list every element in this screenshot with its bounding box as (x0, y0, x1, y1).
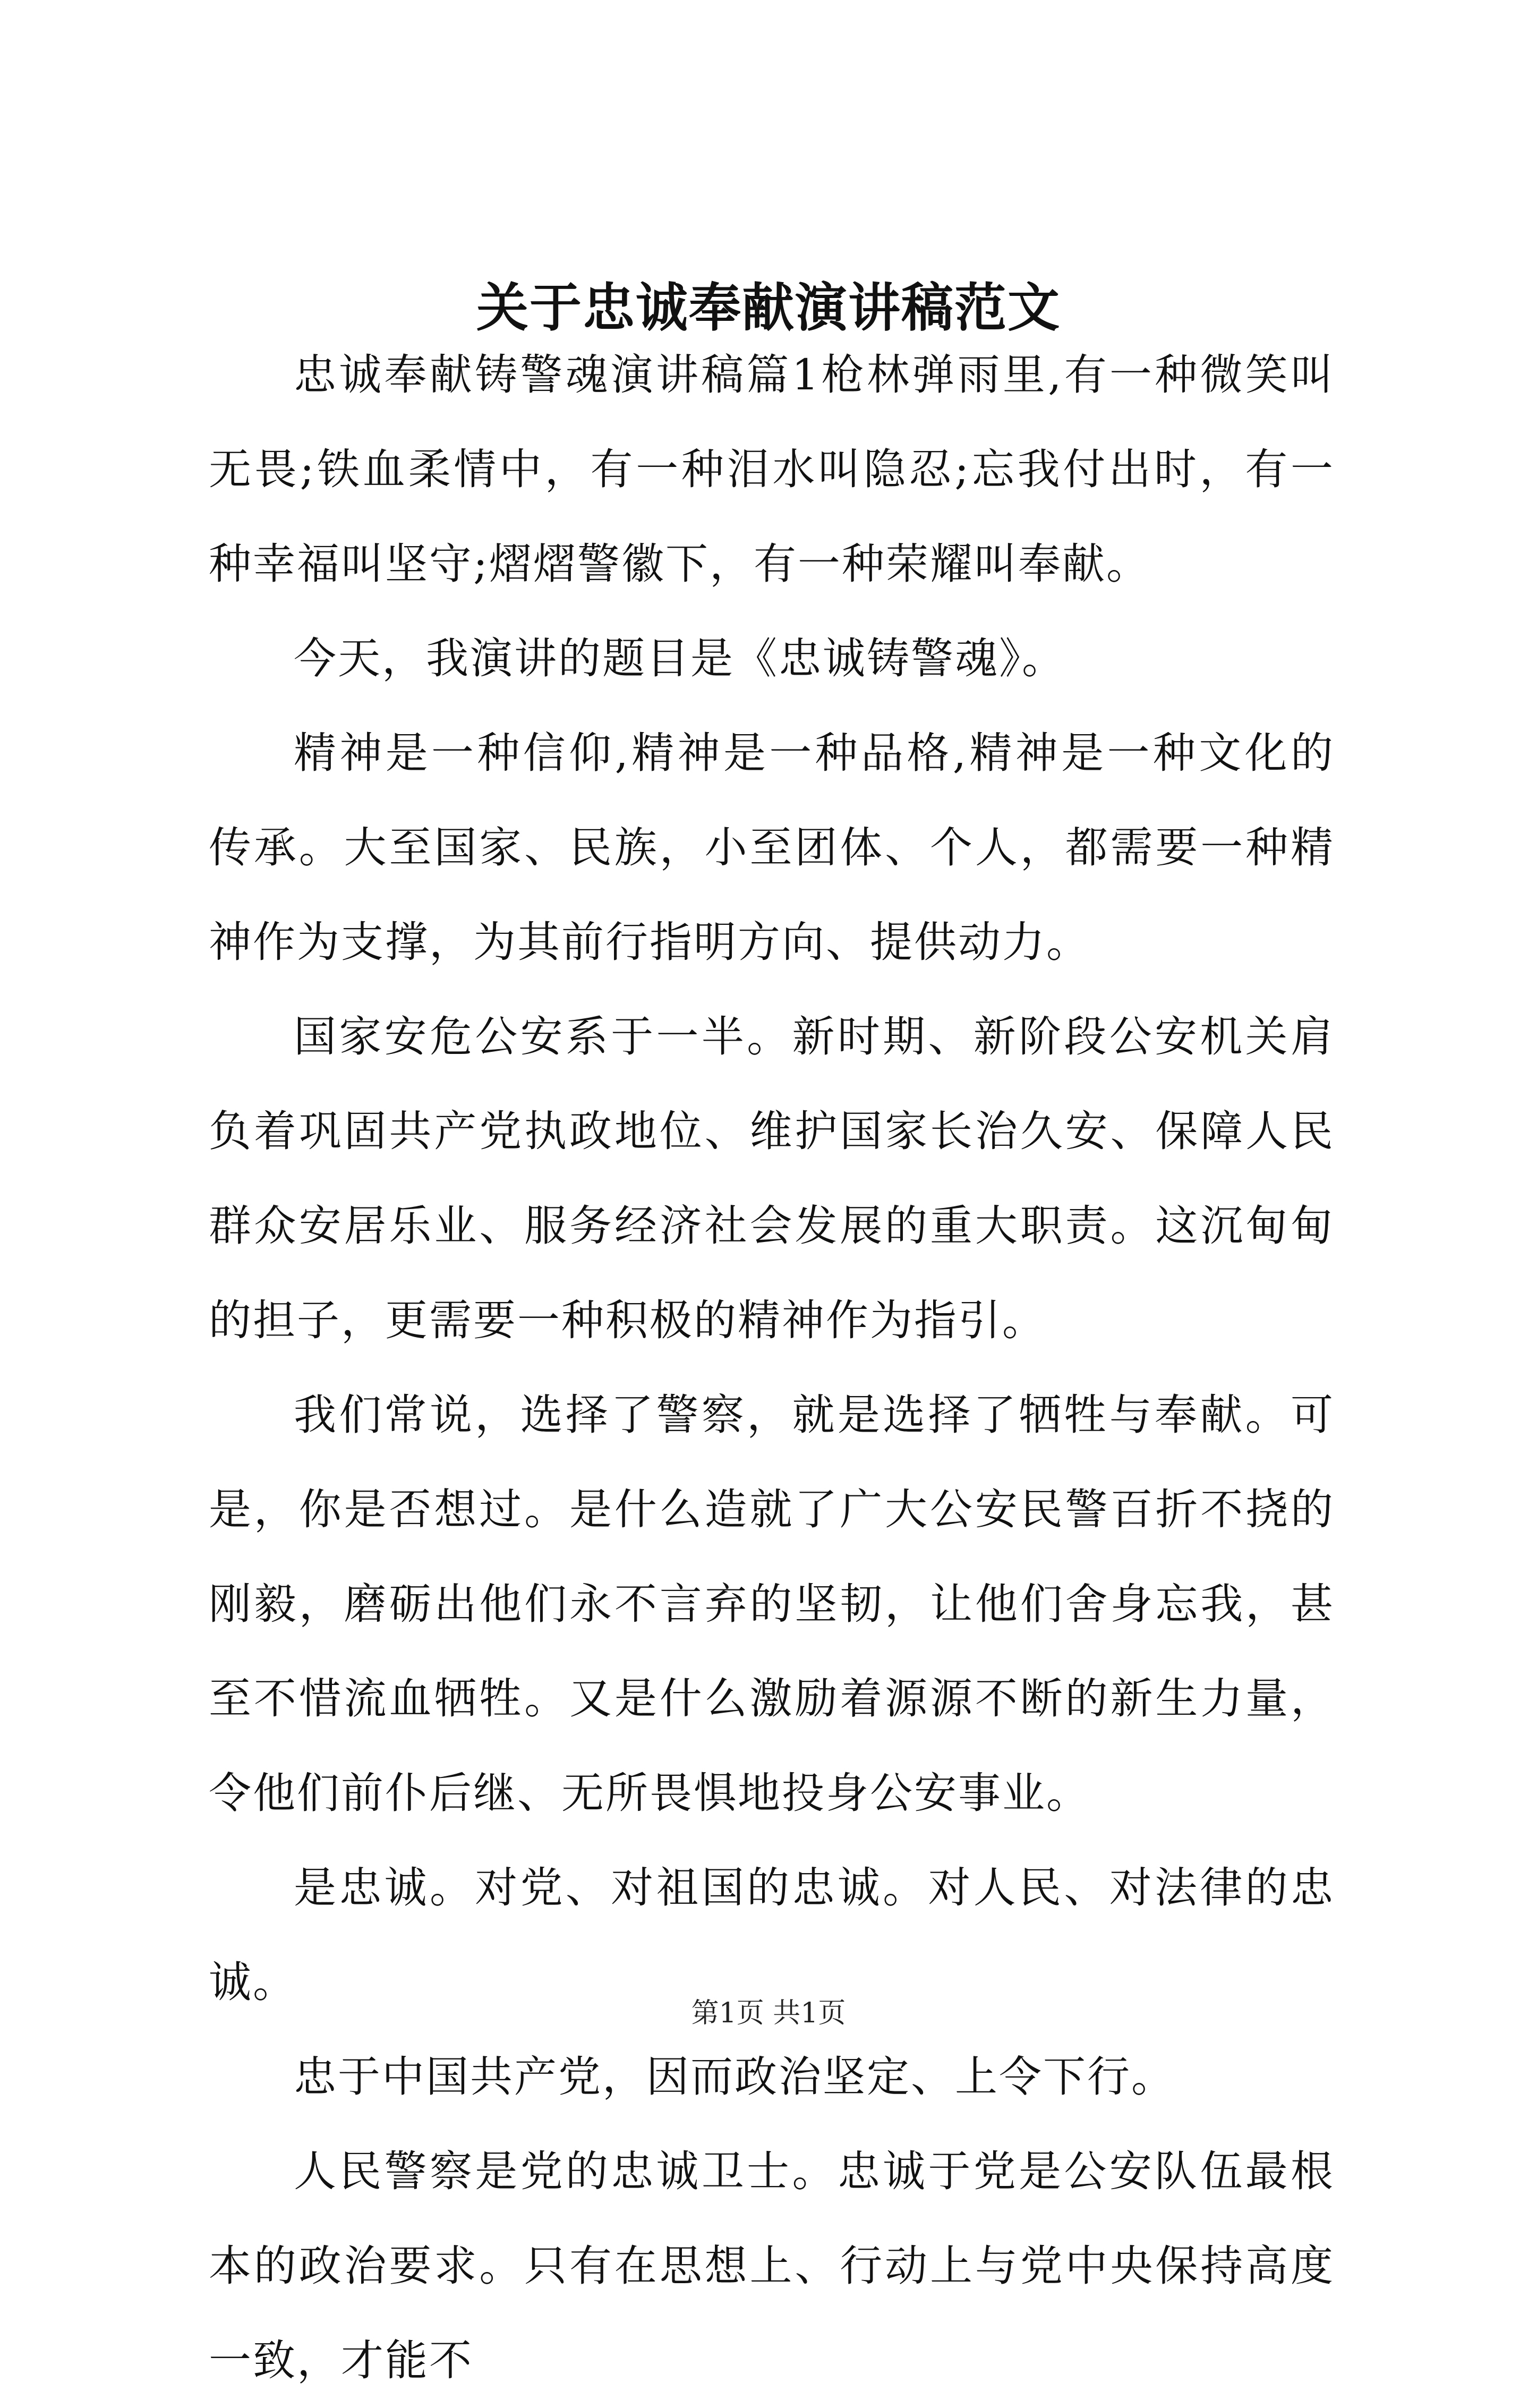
paragraph: 是忠诚。对党、对祖国的忠诚。对人民、对法律的忠诚。 (209, 1863, 1335, 2007)
paragraph: 我们常说，选择了警察，就是选择了牺牲与奉献。可是，你是否想过。是什么造就了广大公安民警百折不挠的刚毅，磨砺出他们永不言弃的坚韧，让他们舍身忘我，甚至不惜流血牺牲。又是什么激励着源源不断的新生力量，令他们前仆后继、无所畏惧地投身公安事业。 (209, 1390, 1335, 1818)
paragraph: 忠诚奉献铸警魂演讲稿篇1枪林弹雨里,有一种微笑叫无畏;铁血柔情中，有一种泪水叫隐忍;忘我付出时，有一种幸福叫坚守;熠熠警徽下，有一种荣耀叫奉献。 (209, 350, 1335, 589)
paragraph: 人民警察是党的忠诚卫士。忠诚于党是公安队伍最根本的政治要求。只有在思想上、行动上与党中央保持高度一致，才能不 (209, 2147, 1335, 2385)
paragraph: 精神是一种信仰,精神是一种品格,精神是一种文化的传承。大至国家、民族，小至团体、个人，都需要一种精神作为支撑，为其前行指明方向、提供动力。 (209, 728, 1335, 967)
paragraph: 国家安危公安系于一半。新时期、新阶段公安机关肩负着巩固共产党执政地位、维护国家长治久安、保障人民群众安居乐业、服务经济社会发展的重大职责。这沉甸甸的担子，更需要一种积极的精神作为指引。 (209, 1012, 1335, 1345)
paragraph: 今天，我演讲的题目是《忠诚铸警魂》。 (294, 634, 1066, 683)
document-body (209, 328, 1335, 2408)
paragraph: 忠于中国共产党，因而政治坚定、上令下行。 (294, 2052, 1175, 2101)
page-title: 关于忠诚奉献演讲稿范文 (476, 277, 1061, 338)
page-footer: 第1页 共1页 (691, 1997, 846, 2029)
